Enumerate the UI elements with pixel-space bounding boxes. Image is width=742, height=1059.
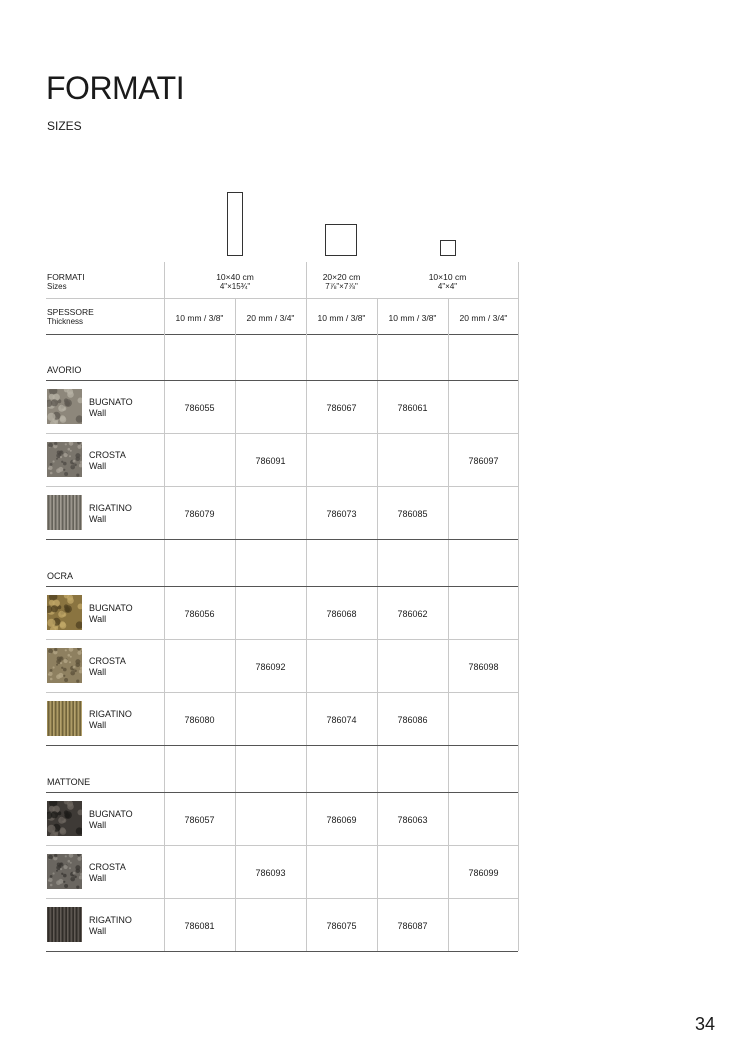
table-rule [46, 586, 518, 587]
product-code: 786091 [255, 456, 286, 466]
header-size-cm: 10×10 cm [428, 272, 467, 282]
product-name: CROSTA [89, 656, 126, 666]
product-code: 786061 [397, 403, 428, 413]
product-sub: Wall [89, 720, 107, 730]
tile-swatch-pebble-icon [47, 801, 82, 836]
product-label [89, 809, 133, 831]
tile-swatch-rough-icon [47, 648, 82, 683]
page-subtitle: SIZES [47, 119, 82, 133]
tile-swatch-ribbed-icon [47, 907, 82, 942]
table-rule [46, 845, 518, 846]
tile-swatch-pebble-icon [47, 389, 82, 424]
product-code: 786098 [468, 662, 499, 672]
product-code: 786092 [255, 662, 286, 672]
table-rule [46, 433, 518, 434]
tile-swatch-pebble-icon [47, 595, 82, 630]
product-code: 786080 [184, 715, 215, 725]
product-name: RIGATINO [89, 503, 132, 513]
table-column-rule [235, 298, 236, 951]
product-label [89, 656, 126, 678]
product-label [89, 603, 133, 625]
product-code: 786093 [255, 868, 286, 878]
product-code: 786097 [468, 456, 499, 466]
header-thickness-2: 10 mm / 3/8" [317, 313, 366, 323]
header-formati-label [47, 272, 85, 292]
product-code: 786069 [326, 815, 357, 825]
header-formati-title: FORMATI [47, 272, 85, 282]
product-name: BUGNATO [89, 397, 133, 407]
product-name: RIGATINO [89, 709, 132, 719]
table-column-rule [518, 262, 519, 951]
table-rule [46, 486, 518, 487]
product-code: 786086 [397, 715, 428, 725]
product-sub: Wall [89, 514, 107, 524]
product-name: BUGNATO [89, 809, 133, 819]
header-size-inch: 4"×4" [437, 282, 458, 291]
product-code: 786081 [184, 921, 215, 931]
product-sub: Wall [89, 873, 107, 883]
header-size-cm: 20×20 cm [322, 272, 361, 282]
size-icon-20x20 [325, 224, 357, 256]
table-rule [46, 898, 518, 899]
header-thickness-0: 10 mm / 3/8" [175, 313, 224, 323]
header-size-0 [164, 272, 306, 292]
product-code: 786087 [397, 921, 428, 931]
product-name: CROSTA [89, 450, 126, 460]
table-rule [46, 380, 518, 381]
product-label [89, 915, 132, 937]
product-code: 786068 [326, 609, 357, 619]
product-code: 786085 [397, 509, 428, 519]
table-rule [46, 539, 518, 540]
product-code: 786056 [184, 609, 215, 619]
product-code: 786067 [326, 403, 357, 413]
product-label [89, 397, 133, 419]
group-label: MATTONE [47, 777, 91, 787]
product-sub: Wall [89, 820, 107, 830]
header-size-1 [306, 272, 377, 292]
table-column-rule [164, 262, 165, 951]
table-rule [46, 639, 518, 640]
group-label: OCRA [47, 571, 74, 581]
header-formati-sub: Sizes [47, 282, 67, 291]
product-code: 786099 [468, 868, 499, 878]
product-sub: Wall [89, 408, 107, 418]
product-code: 786073 [326, 509, 357, 519]
header-thickness-1: 20 mm / 3/4" [246, 313, 295, 323]
header-size-cm: 10×40 cm [216, 272, 254, 282]
tile-swatch-rough-icon [47, 854, 82, 889]
product-sub: Wall [89, 667, 107, 677]
product-code: 786057 [184, 815, 215, 825]
product-sub: Wall [89, 461, 107, 471]
tile-swatch-ribbed-icon [47, 701, 82, 736]
header-thickness-4: 20 mm / 3/4" [459, 313, 508, 323]
product-sub: Wall [89, 614, 107, 624]
header-size-inch: 4"×15¾" [219, 282, 251, 291]
page-title: FORMATI [46, 70, 185, 106]
table-rule [46, 792, 518, 793]
product-name: RIGATINO [89, 915, 132, 925]
product-label [89, 862, 126, 884]
product-name: BUGNATO [89, 603, 133, 613]
size-icon-10x10 [440, 240, 456, 256]
header-spessore-label [47, 307, 94, 327]
product-sub: Wall [89, 926, 107, 936]
table-rule [46, 692, 518, 693]
product-code: 786055 [184, 403, 215, 413]
product-code: 786074 [326, 715, 357, 725]
header-spessore-title: SPESSORE [47, 307, 94, 317]
product-code: 786075 [326, 921, 357, 931]
table-rule [46, 951, 518, 952]
tile-swatch-ribbed-icon [47, 495, 82, 530]
tile-swatch-rough-icon [47, 442, 82, 477]
header-thickness-3: 10 mm / 3/8" [388, 313, 437, 323]
product-code: 786062 [397, 609, 428, 619]
product-label [89, 450, 126, 472]
product-label [89, 709, 132, 731]
header-size-inch: 7⅞"×7⅞" [325, 282, 358, 291]
table-column-rule [306, 262, 307, 951]
table-column-rule [448, 298, 449, 951]
size-icon-10x40 [227, 192, 243, 256]
page-number: 34 [695, 1014, 716, 1034]
header-size-2 [377, 272, 518, 292]
group-label: AVORIO [47, 365, 82, 375]
product-name: CROSTA [89, 862, 126, 872]
product-code: 786079 [184, 509, 215, 519]
header-spessore-sub: Thickness [47, 317, 84, 326]
table-column-rule [377, 298, 378, 951]
product-label [89, 503, 132, 525]
product-code: 786063 [397, 815, 428, 825]
table-rule [46, 745, 518, 746]
